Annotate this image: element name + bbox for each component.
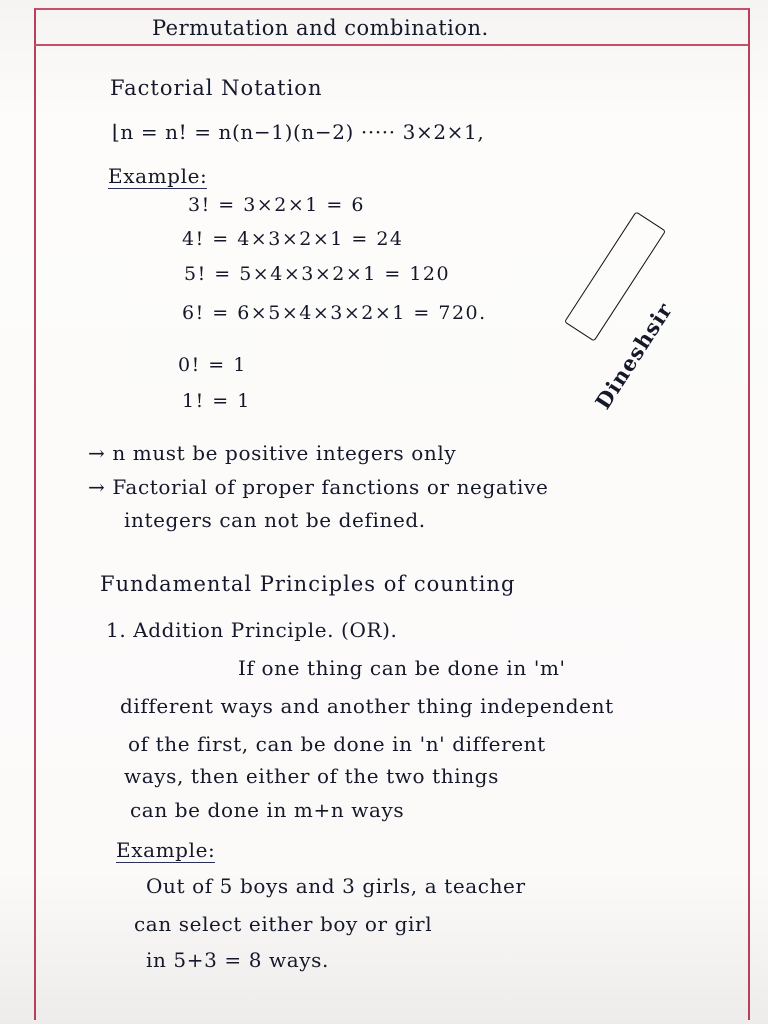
signature-stamp: Dineshsir bbox=[590, 297, 678, 414]
body-line: If one thing can be done in 'm' bbox=[238, 656, 566, 680]
note-line: integers can not be defined. bbox=[124, 508, 426, 532]
example-line: 6! = 6×5×4×3×2×1 = 720. bbox=[182, 302, 487, 324]
body-line: can be done in m+n ways bbox=[130, 798, 405, 822]
body-line: of the first, can be done in 'n' different bbox=[128, 732, 546, 756]
factorial-definition: ⌊n = n! = n(n−1)(n−2) ····· 3×2×1, bbox=[112, 120, 485, 144]
example-line: 0! = 1 bbox=[178, 354, 247, 376]
note-line: → n must be positive integers only bbox=[88, 441, 457, 465]
counting-example-line: Out of 5 boys and 3 girls, a teacher bbox=[146, 874, 526, 898]
example-line: 5! = 5×4×3×2×1 = 120 bbox=[184, 263, 451, 285]
body-line: ways, then either of the two things bbox=[124, 764, 499, 788]
page-title: Permutation and combination. bbox=[152, 16, 489, 40]
counting-example-label: Example: bbox=[116, 838, 216, 862]
header-rule bbox=[34, 44, 748, 46]
note-line: → Factorial of proper fanctions or negative bbox=[88, 475, 549, 499]
example-line: 4! = 4×3×2×1 = 24 bbox=[182, 228, 404, 250]
counting-example-line: in 5+3 = 8 ways. bbox=[146, 948, 329, 972]
counting-example-line: can select either boy or girl bbox=[134, 912, 433, 936]
counting-heading: Fundamental Principles of counting bbox=[100, 572, 516, 596]
body-line: different ways and another thing independent bbox=[120, 694, 614, 718]
example-line: 1! = 1 bbox=[182, 390, 251, 412]
factorial-heading: Factorial Notation bbox=[110, 76, 323, 100]
example-line: 3! = 3×2×1 = 6 bbox=[188, 194, 365, 216]
addition-heading: 1. Addition Principle. (OR). bbox=[106, 618, 398, 642]
factorial-example-label: Example: bbox=[108, 164, 208, 188]
